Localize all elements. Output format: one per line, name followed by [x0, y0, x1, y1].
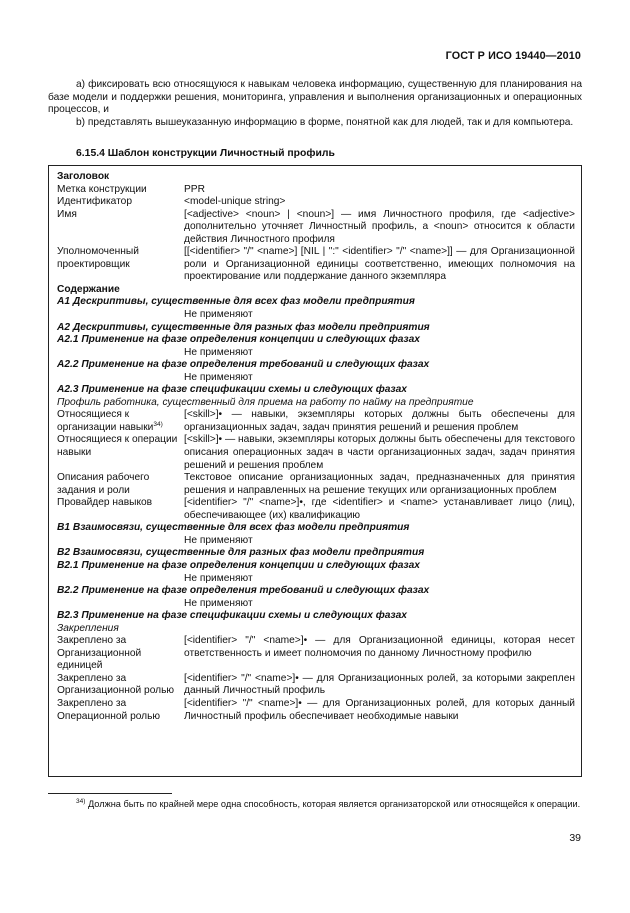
header-field-row: [57, 209, 575, 247]
page-number: 39: [569, 832, 581, 844]
section-b1: В1 Взаимосвязи, существенные для всех фаз модели предприятия: [57, 522, 410, 534]
footnote-mark: 34): [76, 798, 86, 805]
profile-field-label: [57, 409, 184, 434]
assign-subheading: Закрепления: [57, 622, 119, 634]
header-field-value: [<adjective> <noun> | <noun>] — имя Личностного профиля, где <adjective> дополнительно уточняет Личностный профиль, а <noun> относится к области действия Личностного профиля: [184, 208, 575, 245]
section-a22: А2.2 Применение на фазе определения требований и следующих фазах: [57, 359, 430, 371]
header-field-label: [57, 246, 184, 284]
header-field-value: <model-unique string>: [184, 196, 286, 208]
profile-field-row: [57, 409, 575, 434]
profile-field-label: [57, 472, 184, 497]
assign-field-label: [57, 673, 184, 698]
header-field-row: [57, 196, 575, 209]
intro-item-a: а) фиксировать всю относящуюся к навыкам человека информацию, существенную для планирования на базе модели и поддержки решения, мониторинга, управления и выполнения организационных и операционных процессов, и: [48, 79, 582, 116]
template-table: [48, 165, 582, 777]
profile-field-label-text: Относящиеся к организации навыки: [57, 409, 154, 433]
header-field-value: PPR: [184, 183, 205, 195]
header-field-label-text: Метка конструкции: [57, 183, 147, 195]
profile-field-value: [<identifier> "/" <name>]•, где <identifier> и <name> устанавливает лицо (лиц), обеспечивающее (их) квалификацию: [184, 497, 575, 521]
header-field-label-text: Уполномоченный проектировщик: [57, 246, 139, 270]
header-field-value: [[<identifier> "/" <name>] [NIL | ":" <identifier> "/" <name>]] — для Организационной роли и Организационной единицы соответственно, имеющих полномочия на проектирование или поддержание данного экземпляра: [184, 246, 575, 283]
not-applicable-a22: Не применяют: [184, 371, 253, 383]
header-field-label: [57, 184, 184, 197]
assign-field-value: [<identifier> "/" <name>]• — для Организационной единицы, которая несет ответственность и имеет полномочия по данному Личностному профилю: [184, 635, 575, 659]
header-field-label-text: Идентификатор: [57, 196, 132, 208]
profile-field-row: [57, 434, 575, 472]
assign-field-value: [<identifier> "/" <name>]• — для Организационных ролей, для которых данный Личностный профиль обеспечивает необходимые навыки: [184, 697, 575, 722]
header-heading: Заголовок: [57, 171, 110, 182]
assign-field-label: [57, 635, 184, 673]
section-a23: А2.3 Применение на фазе спецификации схемы и следующих фазах: [57, 384, 407, 396]
section-b22: В2.2 Применение на фазе определения требований и следующих фазах: [57, 585, 430, 597]
content-heading: Содержание: [57, 283, 120, 295]
assign-field-label-text: Закреплено за Операционной ролью: [57, 697, 161, 722]
profile-field-label: [57, 497, 184, 522]
standard-header: ГОСТ Р ИСО 19440—2010: [445, 50, 581, 62]
not-applicable-b21: Не применяют: [184, 572, 253, 584]
profile-field-row: [57, 472, 575, 497]
profile-field-label-text: Провайдер навыков: [57, 497, 153, 509]
profile-field-label: [57, 434, 184, 472]
footnote-ref: 34): [153, 420, 163, 428]
section-b21: В2.1 Применение на фазе определения концепции и следующих фазах: [57, 559, 420, 571]
header-field-label: [57, 196, 184, 209]
section-title: 6.15.4 Шаблон конструкции Личностный профиль: [76, 148, 335, 159]
section-a1: А1 Дескриптивы, существенные для всех фаз модели предприятия: [57, 296, 415, 308]
header-field-label: [57, 209, 184, 247]
not-applicable-a21: Не применяют: [184, 346, 253, 358]
profile-subheading: Профиль работника, существенный для приема на работу по найму на предприятие: [57, 396, 474, 408]
footnote-text: Должна быть по крайней мере одна способность, которая является организаторской или относящейся к операции.: [87, 799, 581, 809]
assign-field-row: [57, 635, 575, 673]
assign-field-row: [57, 673, 575, 698]
assign-field-row: [57, 698, 575, 723]
assign-field-label: [57, 698, 184, 723]
section-b23: В2.3 Применение на фазе спецификации схемы и следующих фазах: [57, 610, 407, 622]
intro-item-b: b) представлять вышеуказанную информацию в форме, понятной как для людей, так и для компьютера.: [76, 116, 574, 128]
assign-field-label-text: Закреплено за Организационной единицей: [57, 635, 142, 672]
profile-field-label-text: Описания рабочего задания и роли: [57, 472, 150, 496]
profile-field-value: Текстовое описание организационных задач, предназначенных для принятия решения и направленных на решение текущих или организационных проблем: [184, 472, 575, 496]
profile-field-value: [<skill>]• — навыки, экземпляры которых должны быть обеспечены для организационных задач, задач принятия решений и решения проблем: [184, 409, 575, 433]
section-a21: А2.1 Применение на фазе определения концепции и следующих фазах: [57, 334, 420, 346]
not-applicable-b22: Не применяют: [184, 597, 253, 609]
header-field-row: [57, 246, 575, 284]
profile-field-row: [57, 497, 575, 522]
not-applicable-a1: Не применяют: [184, 309, 253, 321]
assign-field-value: [<identifier> "/" <name>]• — для Организационных ролей, за которыми закреплен данный Личностный профиль: [184, 672, 575, 697]
header-field-row: [57, 184, 575, 197]
section-b2: В2 Взаимосвязи, существенные для разных фаз модели предприятия: [57, 547, 425, 559]
profile-field-value: [<skill>]• — навыки, экземпляры которых должны быть обеспечены для текстового описания операционных задач в части организационных задач, задач принятия решений и решения проблем: [184, 434, 575, 471]
profile-field-label-text: Относящиеся к операции навыки: [57, 434, 178, 459]
header-field-label-text: Имя: [57, 208, 77, 220]
section-a2: А2 Дескриптивы, существенные для разных фаз модели предприятия: [57, 321, 430, 333]
not-applicable-b1: Не применяют: [184, 534, 253, 546]
footnote: [48, 799, 582, 811]
assign-field-label-text: Закреплено за Организационной ролью: [57, 672, 175, 697]
footnote-rule: [48, 793, 172, 794]
intro-text: [48, 79, 582, 129]
